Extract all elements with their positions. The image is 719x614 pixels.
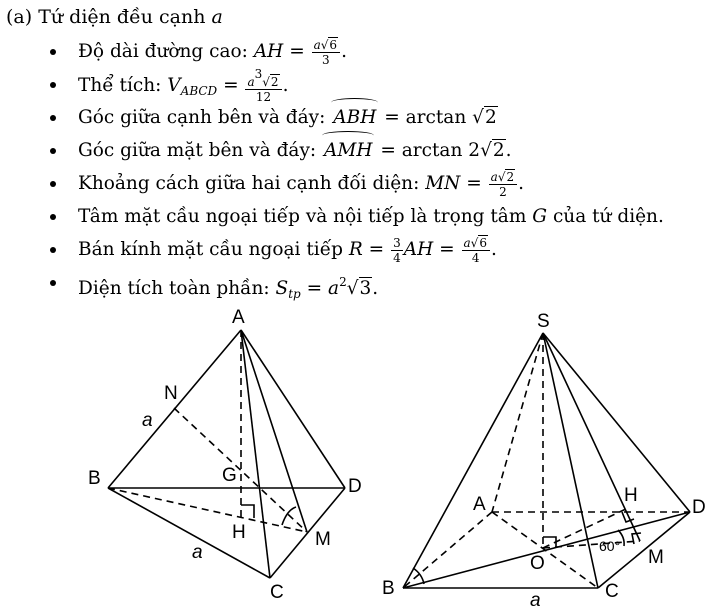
left-tetrahedron <box>108 330 345 578</box>
item-label: Diện tích toàn phần: <box>78 278 270 299</box>
item-end: . <box>490 239 497 260</box>
item-mid: AH <box>403 239 434 260</box>
label-c: C <box>605 581 619 602</box>
item-sub: tp <box>288 287 301 301</box>
label-g: G <box>222 465 237 486</box>
label-a: A <box>232 307 245 328</box>
item-var: G <box>532 206 548 227</box>
edge-sb <box>403 333 543 588</box>
item-radicand: 2 <box>492 140 505 161</box>
frac-num-radicand: 6 <box>479 235 487 250</box>
item-end: . <box>341 41 347 62</box>
angle-arc-b <box>413 568 424 584</box>
item-label: Tâm mặt cầu ngoại tiếp và nội tiếp là trọng tâm <box>78 206 527 227</box>
item-eq: = <box>289 41 305 62</box>
section-title: Tứ diện đều cạnh <box>38 6 206 28</box>
frac-den: 4 <box>471 250 480 265</box>
item-eq: = <box>384 107 400 128</box>
label-h: H <box>624 485 638 506</box>
item-fraction: $\frac{a√6}{4}$ <box>462 237 490 264</box>
label-s: S <box>537 311 550 332</box>
item-sqrt: √3 <box>346 278 372 299</box>
frac-num-radicand: 2 <box>270 75 279 89</box>
frac-num-radicand: 6 <box>329 37 338 52</box>
item-end: . <box>282 74 289 96</box>
frac-den: 3 <box>322 52 330 67</box>
item-fraction: $\frac{a√6}{3}$ <box>312 39 340 66</box>
label-d: D <box>692 497 706 518</box>
diagonal-bd <box>403 512 690 588</box>
right-angle-h <box>241 505 254 518</box>
label-m: M <box>648 547 664 568</box>
item-sqrt: √2 <box>480 140 505 161</box>
frac-num: 3 <box>393 235 401 250</box>
edge-sa <box>492 333 543 512</box>
frac-num-radicand: 2 <box>506 169 515 184</box>
item-sqrt: √2 <box>472 107 497 128</box>
item-radicand: 3 <box>359 278 372 299</box>
label-m: M <box>315 529 331 550</box>
item-angle: AMH <box>322 134 374 167</box>
segment-om <box>543 541 640 548</box>
item-lhs: MN <box>425 173 461 194</box>
item-fraction: $\frac{a√2}{2}$ <box>489 171 517 198</box>
frac-num-var: a <box>490 169 498 184</box>
right-pyramid <box>403 333 690 588</box>
item-label: Độ dài đường cao: <box>78 41 248 62</box>
item-lhs: V <box>167 74 181 96</box>
label-c: C <box>270 582 284 603</box>
frac-num-var: a <box>313 37 321 52</box>
item-end: . <box>372 278 379 299</box>
item-eq: = <box>223 74 239 96</box>
item-eq: = <box>368 239 385 260</box>
label-n: N <box>164 383 178 404</box>
label-b: B <box>88 468 101 489</box>
label-b: B <box>382 578 395 599</box>
label-a: A <box>473 494 486 515</box>
section-prefix: (a) <box>6 6 33 28</box>
item-lhs: R <box>348 239 363 260</box>
item-end: . <box>518 173 525 194</box>
item-lhs: S <box>275 278 289 299</box>
item-label: Thể tích: <box>78 74 162 96</box>
edge-sd <box>543 333 690 512</box>
item-lhs: AH <box>253 41 284 62</box>
label-angle-60: 60° <box>599 538 621 554</box>
item-coef: 2 <box>468 140 481 161</box>
item-end: . <box>505 140 512 161</box>
median-bm <box>108 488 307 532</box>
item-label: Khoảng cách giữa hai cạnh đối diện: <box>78 173 420 194</box>
item-eq2: = <box>439 239 455 260</box>
frac-den: 2 <box>499 184 507 199</box>
item-rhs-sup: 2 <box>339 275 347 289</box>
item-sub: ABCD <box>180 83 218 98</box>
item-radicand: 2 <box>484 107 497 128</box>
item-label: Góc giữa cạnh bên và đáy: <box>78 107 326 128</box>
item-angle: ABH <box>331 101 378 134</box>
item-label: Bán kính mặt cầu ngoại tiếp <box>78 239 343 260</box>
frac-den: 4 <box>393 250 401 265</box>
label-edge-a-bottom: a <box>192 542 203 563</box>
item-eq: = <box>380 140 396 161</box>
frac-num-var: a <box>247 75 255 89</box>
frac-den: 12 <box>255 90 272 104</box>
item-label: Góc giữa mặt bên và đáy: <box>78 140 317 161</box>
item-fn: arctan <box>405 107 467 128</box>
section-variable: a <box>211 6 223 28</box>
frac-num-sup: 3 <box>254 67 263 81</box>
label-d: D <box>348 476 362 497</box>
item-rhs-var: a <box>328 278 340 299</box>
label-edge-a: a <box>530 590 541 611</box>
label-h: H <box>232 522 246 543</box>
item-fraction: $\frac{a3√2}{12}$ <box>245 68 281 103</box>
label-edge-a-top: a <box>142 410 153 431</box>
edge-sc <box>543 333 598 588</box>
diagonal-ac <box>492 512 598 588</box>
item-tail: của tứ diện. <box>552 206 664 227</box>
item-fn: arctan <box>401 140 463 161</box>
item-eq: = <box>306 278 323 299</box>
item-eq: = <box>466 173 482 194</box>
edge-cd <box>270 488 345 578</box>
label-o: O <box>530 553 545 574</box>
frac-num-var: a <box>463 235 471 250</box>
